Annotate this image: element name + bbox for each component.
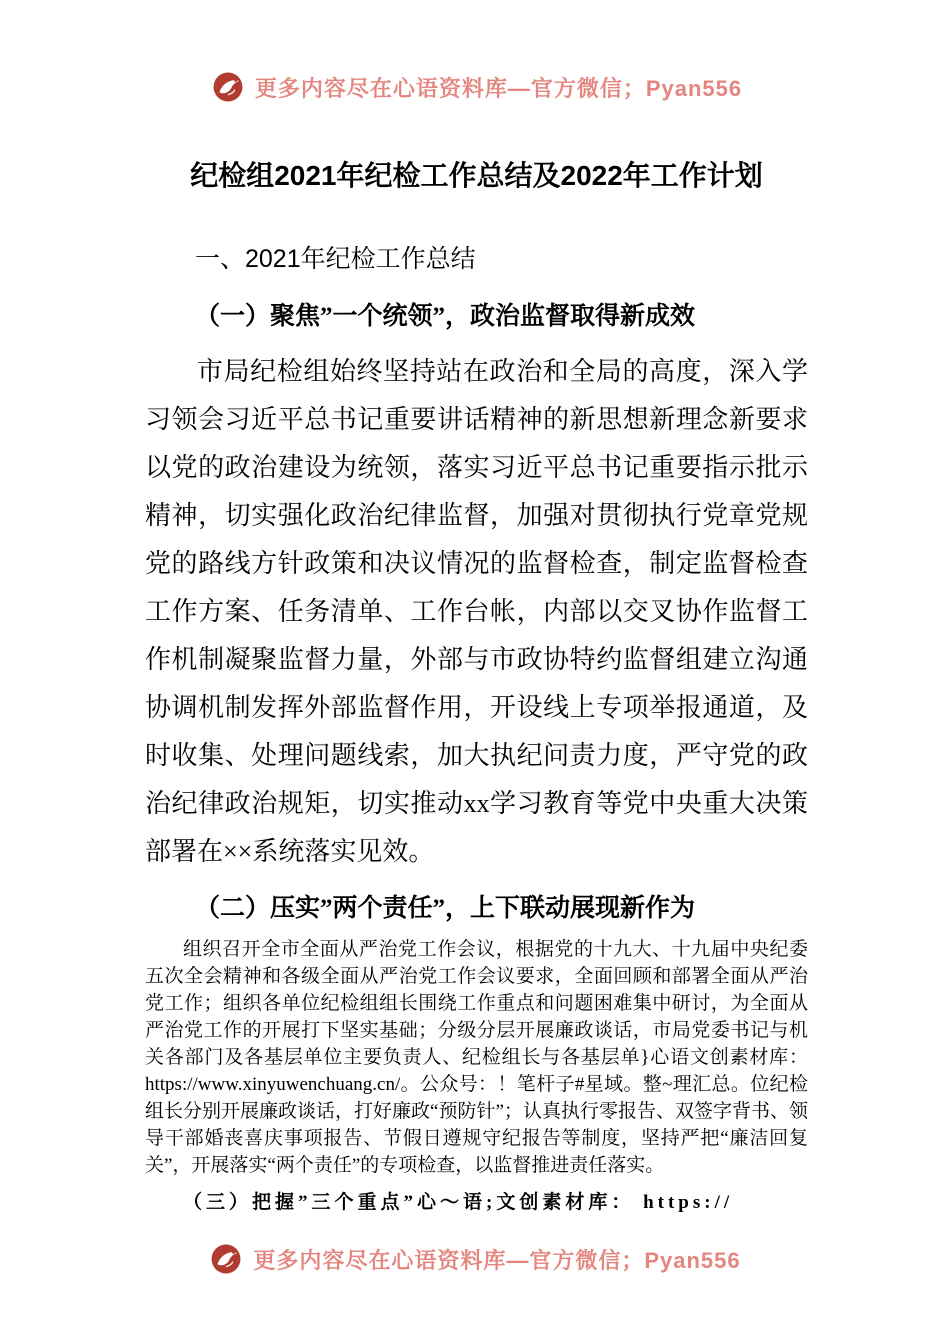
watermark-footer bbox=[0, 1242, 950, 1276]
subsection-heading-3: （三）把握”三个重点”心～语;文创素材库： https:// bbox=[183, 1192, 734, 1213]
document-title: 纪检组2021年纪检工作总结及2022年工作计划 bbox=[190, 160, 763, 191]
watermark-text: 更多内容尽在心语资料库—官方微信；Pyan556 bbox=[254, 75, 743, 101]
paragraph-two-responsibilities: 组织召开全市全面从严治党工作会议，根据党的十九大、十九届中央纪委五次全会精神和各级全面从严治党工作会议要求，全面回顾和部署全面从严治党工作；组织各单位纪检组组长围绕工作重点和问题困难集中研讨，为全面从严治党工作的开展打下坚实基础；分级分层开展廉政谈话，市局党委书记与机关各部门及各基层单位主要负责人、纪检组长与各基层单}心语文创素材库：https://www.xinyuwenchuang.cn/。公众号：！笔杆子#星域。整~理汇总。位纪检组长分别开展廉政谈话，打好廉政“预防针”；认真执行零报告、双签字背书、领导干部婚丧喜庆事项报告、节假日遵规守纪报告等制度，坚持严把“廉洁回复关”，开展落实“两个责任”的专项检查，以监督推进责任落实。 bbox=[145, 939, 808, 1176]
watermark-header bbox=[145, 70, 808, 104]
paragraph-political-supervision: 市局纪检组始终坚持站在政治和全局的高度，深入学习领会习近平总书记重要讲话精神的新思想新理念新要求以党的政治建设为统领，落实习近平总书记重要指示批示精神，切实强化政治纪律监督，加强对贯彻执行党章党规党的路线方针政策和决议情况的监督检查，制定监督检查工作方案、任务清单、工作台帐，内部以交叉协作监督工作机制凝聚监督力量，外部与市政协特约监督组建立沟通协调机制发挥外部监督作用，开设线上专项举报通道，及时收集、处理问题线索，加大执纪问责力度，严守党的政治纪律政治规矩，切实推动xx学习教育等党中央重大决策部署在××系统落实见效。 bbox=[145, 357, 808, 866]
xinyu-bird-logo-icon bbox=[211, 70, 245, 104]
xinyu-bird-logo-icon bbox=[209, 1242, 243, 1276]
section-heading-2021-summary: 一、2021年纪检工作总结 bbox=[195, 245, 476, 273]
subsection-heading-2: （二）压实”两个责任”，上下联动展现新作为 bbox=[195, 895, 696, 922]
watermark-text: 更多内容尽在心语资料库—官方微信；Pyan556 bbox=[253, 1247, 741, 1273]
subsection-heading-1: （一）聚焦”一个统领”，政治监督取得新成效 bbox=[195, 303, 696, 330]
